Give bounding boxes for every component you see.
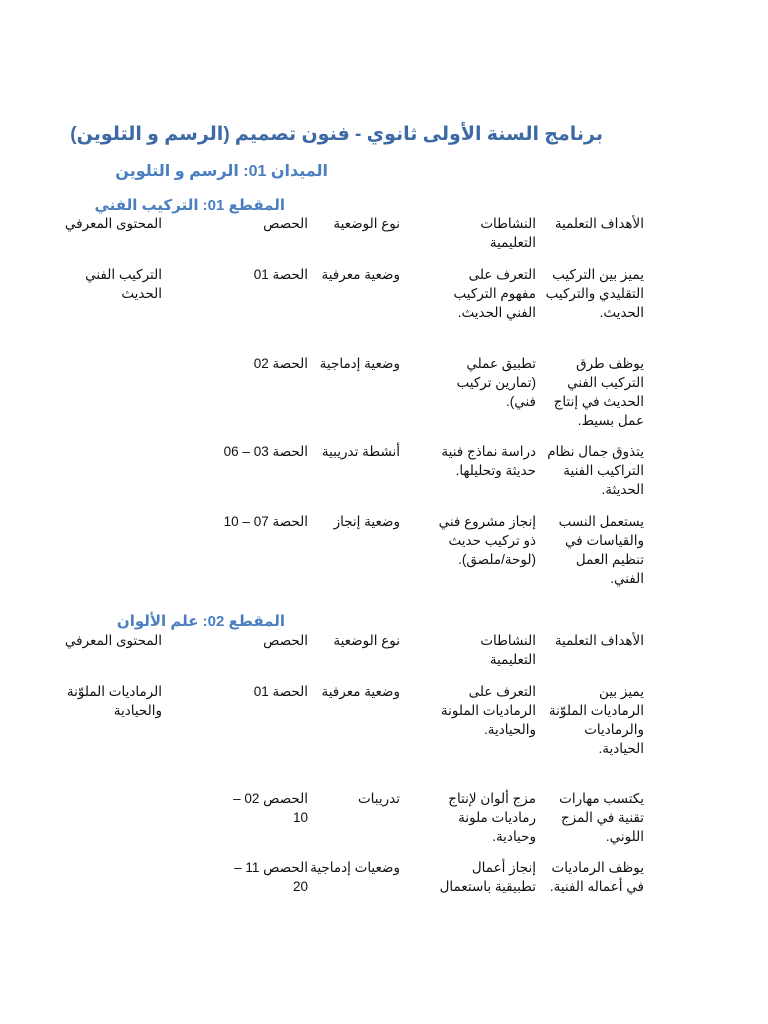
cell-situation: وضعيات إدماجية (310, 860, 400, 875)
cell-content: التركيب الفني الحديث (85, 267, 162, 301)
cell-sessions: الحصة 02 (253, 356, 308, 371)
cell-situation: تدريبات (357, 791, 400, 806)
cell-activities: إنجاز أعمال تطبيقية باستعمال (439, 860, 536, 894)
cell-sessions: الحصة 01 (253, 267, 308, 282)
cell-goals: يكتسب مهارات تقنية في المزج اللوني. (559, 791, 644, 844)
cell-goals: يتذوق جمال نظام التراكيب الفنية الحديثة. (547, 444, 644, 497)
cell-activities: التعرف على الرماديات الملونة والحيادية. (440, 684, 536, 737)
cell-activities: تطبيق عملي (تمارين تركيب فني). (456, 356, 536, 409)
header-sessions: الحصص (263, 216, 308, 231)
header-goals: الأهداف التعلمية (554, 633, 644, 648)
cell-situation: وضعية معرفية (321, 684, 400, 699)
cell-situation: وضعية معرفية (321, 267, 400, 282)
cell-activities: التعرف على مفهوم التركيب الفني الحديث. (453, 267, 536, 320)
cell-sessions: الحصة 03 – 06 (223, 444, 308, 459)
cell-goals: يميز بين الرماديات الملوّنة والرماديات الحيادية. (548, 684, 644, 756)
cell-sessions: الحصص 11 – 20 (234, 860, 308, 894)
header-sessions: الحصص (263, 633, 308, 648)
document-title: برنامج السنة الأولى ثانوي - فنون تصميم (الرسم و التلوين) (70, 124, 603, 145)
cell-activities: دراسة نماذج فنية حديثة وتحليلها. (441, 444, 536, 478)
header-goals: الأهداف التعلمية (554, 216, 644, 231)
header-activities: النشاطات التعليمية (480, 633, 536, 667)
header-situation: نوع الوضعية (333, 216, 400, 231)
cell-goals: يميز بين التركيب التقليدي والتركيب الحديث. (545, 267, 644, 320)
header-content: المحتوى المعرفي (64, 216, 162, 231)
cell-situation: وضعية إنجاز (333, 514, 400, 529)
cell-sessions: الحصة 01 (253, 684, 308, 699)
cell-situation: أنشطة تدريبية (321, 444, 400, 459)
cell-goals: يوظف طرق التركيب الفني الحديث في إنتاج عمل بسيط. (553, 356, 644, 428)
cell-content: الرماديات الملوّنة والحيادية (66, 684, 162, 718)
cell-situation: وضعية إدماجية (319, 356, 400, 371)
header-situation: نوع الوضعية (333, 633, 400, 648)
header-activities: النشاطات التعليمية (480, 216, 536, 250)
section-2-title: المقطع 02: علم الألوان (116, 613, 285, 630)
cell-activities: مزج ألوان لإنتاج رماديات ملونة وحيادية. (448, 791, 536, 844)
cell-activities: إنجاز مشروع فني ذو تركيب حديث (لوحة/ملصق). (438, 514, 536, 567)
cell-sessions: الحصص 02 – 10 (233, 791, 308, 825)
cell-goals: يوظف الرماديات في أعماله الفنية. (549, 860, 644, 894)
section-1-title: المقطع 01: التركيب الفني (94, 197, 285, 214)
cell-goals: يستعمل النسب والقياسات في تنظيم العمل الفني. (558, 514, 644, 586)
domain-title: الميدان 01: الرسم و التلوين (115, 163, 328, 180)
header-content: المحتوى المعرفي (64, 633, 162, 648)
cell-sessions: الحصة 07 – 10 (223, 514, 308, 529)
